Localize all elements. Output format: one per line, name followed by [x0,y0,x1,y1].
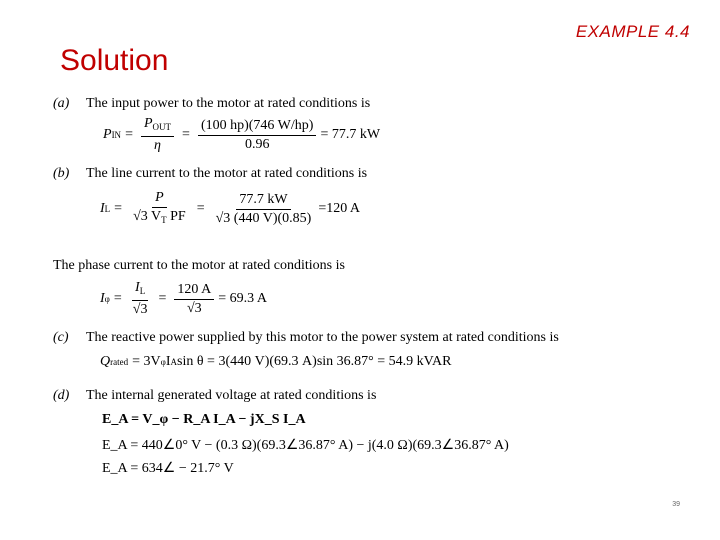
phase-current-text: The phase current to the motor at rated conditions is [53,258,345,273]
part-b-text: The line current to the motor at rated conditions is [86,166,368,181]
slide-number: 39 [672,501,680,508]
part-d-line-1: E_A = V_φ − R_A I_A − jX_S I_A [102,412,306,427]
part-d-label: (d) [53,388,70,403]
part-c-text: The reactive power supplied by this motor to the power system at rated conditions is [86,330,559,345]
part-d-text: The internal generated voltage at rated conditions is [86,388,377,403]
part-a-equation: P IN = $\frac{P_{OUT}}{\eta}$ = $\frac{(100 hp)(746 W/hp)}{0.96}$ = 77.7 kW [103,116,381,153]
slide-title: Solution [60,44,169,77]
part-b-equation: I L = $\frac{P}{√3 V_T PF}$ = $\frac{77.7 kW}{√3 (440 V)(0.85)}$ =120 A [100,190,361,226]
part-c-equation: Q rated = 3V φ I A sin θ = 3(440 V)(69.3 A)sin 36.87° = 54.9 kVAR [100,354,452,369]
part-a-label: (a) [53,96,70,111]
part-d-line-2: E_A = 440∠0° V − (0.3 Ω)(69.3∠36.87° A) − j(4.0 Ω)(69.3∠36.87° A) [102,438,509,453]
part-d-line-3: E_A = 634∠ − 21.7° V [102,461,234,476]
part-b-label: (b) [53,166,70,181]
example-heading: EXAMPLE 4.4 [575,22,690,41]
part-a-text: The input power to the motor at rated conditions is [86,96,371,111]
part-c-label: (c) [53,330,69,345]
phase-current-equation: I φ = $\frac{I_L}{√3}$ = $\frac{120 A}{√3}$ = 69.3 A [100,280,267,317]
